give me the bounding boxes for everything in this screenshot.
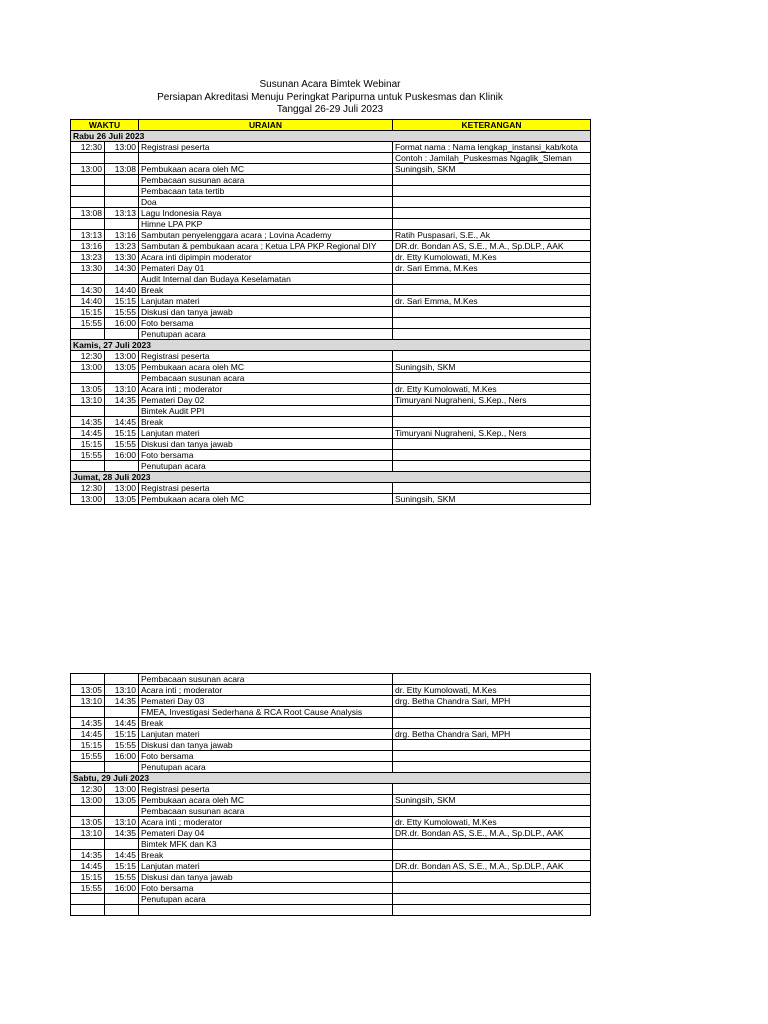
note-cell (393, 751, 591, 762)
end-time-cell: 13:16 (105, 230, 139, 241)
end-time-cell: 14:35 (105, 828, 139, 839)
end-time-cell: 13:05 (105, 494, 139, 505)
day-label: Kamis, 27 Juli 2023 (71, 340, 591, 351)
table-row (71, 729, 591, 740)
start-time-cell: 13:00 (71, 795, 105, 806)
table-row (71, 872, 591, 883)
agenda-item-cell: Acara inti ; moderator (139, 817, 393, 828)
agenda-item-cell: Foto bersama (139, 883, 393, 894)
note-cell: Contoh : Jamilah_Puskesmas Ngaglik_Sleman (393, 153, 591, 164)
start-time-cell (71, 329, 105, 340)
note-cell: Format nama : Nama lengkap_instansi_kab/kota (393, 142, 591, 153)
start-time-cell: 12:30 (71, 784, 105, 795)
note-cell: Timuryani Nugraheni, S.Kep., Ners (393, 395, 591, 406)
end-time-cell (105, 186, 139, 197)
end-time-cell (105, 461, 139, 472)
start-time-cell: 13:05 (71, 685, 105, 696)
agenda-item-cell: Break (139, 285, 393, 296)
table-row (71, 395, 591, 406)
end-time-cell (105, 674, 139, 685)
end-time-cell: 14:45 (105, 417, 139, 428)
start-time-cell (71, 674, 105, 685)
start-time-cell (71, 762, 105, 773)
agenda-item-cell: Pembukaan acara oleh MC (139, 795, 393, 806)
end-time-cell: 15:55 (105, 439, 139, 450)
end-time-cell: 16:00 (105, 450, 139, 461)
agenda-item-cell: Pemateri Day 04 (139, 828, 393, 839)
table-row (71, 828, 591, 839)
table-row (71, 850, 591, 861)
end-time-cell (105, 707, 139, 718)
end-time-cell: 14:45 (105, 850, 139, 861)
end-time-cell: 15:15 (105, 296, 139, 307)
agenda-item-cell: Break (139, 850, 393, 861)
agenda-item-cell: Penutupan acara (139, 461, 393, 472)
end-time-cell: 13:30 (105, 252, 139, 263)
start-time-cell (71, 406, 105, 417)
start-time-cell (71, 153, 105, 164)
note-cell (393, 883, 591, 894)
schedule-table-page-2 (70, 673, 591, 916)
agenda-item-cell: Penutupan acara (139, 894, 393, 905)
end-time-cell: 16:00 (105, 883, 139, 894)
start-time-cell: 13:13 (71, 230, 105, 241)
end-time-cell: 15:15 (105, 861, 139, 872)
agenda-item-cell: Diskusi dan tanya jawab (139, 740, 393, 751)
table-row (71, 153, 591, 164)
agenda-item-cell: Acara inti dipimpin moderator (139, 252, 393, 263)
end-time-cell: 15:55 (105, 740, 139, 751)
note-cell: Suningsih, SKM (393, 795, 591, 806)
note-cell (393, 329, 591, 340)
start-time-cell: 15:55 (71, 450, 105, 461)
end-time-cell (105, 219, 139, 230)
note-cell: DR.dr. Bondan AS, S.E., M.A., Sp.DLP., AAK (393, 828, 591, 839)
agenda-item-cell: Break (139, 718, 393, 729)
note-cell: dr. Sari Emma, M.Kes (393, 263, 591, 274)
table-row (71, 707, 591, 718)
end-time-cell: 14:35 (105, 696, 139, 707)
end-time-cell: 13:00 (105, 142, 139, 153)
schedule-body-1 (71, 131, 591, 505)
start-time-cell: 12:30 (71, 483, 105, 494)
table-row (71, 696, 591, 707)
agenda-item-cell: Foto bersama (139, 450, 393, 461)
note-cell (393, 850, 591, 861)
end-time-cell: 14:35 (105, 395, 139, 406)
agenda-item-cell: Himne LPA PKP (139, 219, 393, 230)
note-cell: drg. Betha Chandra Sari, MPH (393, 696, 591, 707)
start-time-cell: 15:15 (71, 307, 105, 318)
agenda-item-cell: Break (139, 417, 393, 428)
day-header-row (71, 773, 591, 784)
note-cell: drg. Betha Chandra Sari, MPH (393, 729, 591, 740)
start-time-cell: 13:10 (71, 696, 105, 707)
table-row (71, 351, 591, 362)
start-time-cell: 13:08 (71, 208, 105, 219)
agenda-item-cell: Registrasi peserta (139, 142, 393, 153)
note-cell: dr. Etty Kumolowati, M.Kes (393, 685, 591, 696)
day-label: Rabu 26 Juli 2023 (71, 131, 591, 142)
note-cell (393, 351, 591, 362)
note-cell: dr. Sari Emma, M.Kes (393, 296, 591, 307)
note-cell: Suningsih, SKM (393, 164, 591, 175)
end-time-cell (105, 175, 139, 186)
agenda-item-cell: Audit Internal dan Budaya Keselamatan (139, 274, 393, 285)
end-time-cell (105, 894, 139, 905)
agenda-item-cell: Registrasi peserta (139, 351, 393, 362)
table-header-row (71, 120, 591, 131)
note-cell (393, 740, 591, 751)
table-row (71, 373, 591, 384)
table-row (71, 274, 591, 285)
end-time-cell (105, 406, 139, 417)
schedule-table-page-1 (70, 119, 591, 505)
day-header-row (71, 131, 591, 142)
end-time-cell (105, 839, 139, 850)
note-cell (393, 318, 591, 329)
note-cell: dr. Etty Kumolowati, M.Kes (393, 384, 591, 395)
table-row (71, 894, 591, 905)
agenda-item-cell: Acara inti ; moderator (139, 384, 393, 395)
start-time-cell (71, 373, 105, 384)
table-row (71, 197, 591, 208)
title-line-3: Tanggal 26-29 Juli 2023 (276, 104, 384, 115)
table-row (71, 751, 591, 762)
table-row (71, 439, 591, 450)
table-row (71, 175, 591, 186)
table-row (71, 494, 591, 505)
agenda-item-cell: Pembukaan acara oleh MC (139, 164, 393, 175)
note-cell: Suningsih, SKM (393, 362, 591, 373)
document-title (70, 79, 590, 117)
start-time-cell (71, 806, 105, 817)
start-time-cell: 13:05 (71, 817, 105, 828)
end-time-cell: 13:10 (105, 384, 139, 395)
note-cell (393, 406, 591, 417)
agenda-item-cell: Sambutan penyelenggara acara ; Lovina Academy (139, 230, 393, 241)
table-row (71, 307, 591, 318)
start-time-cell: 13:00 (71, 362, 105, 373)
end-time-cell: 15:55 (105, 307, 139, 318)
end-time-cell: 13:05 (105, 795, 139, 806)
table-row (71, 219, 591, 230)
note-cell: Timuryani Nugraheni, S.Kep., Ners (393, 428, 591, 439)
table-row (71, 674, 591, 685)
agenda-item-cell: Acara inti ; moderator (139, 685, 393, 696)
note-cell (393, 806, 591, 817)
agenda-item-cell: Doa (139, 197, 393, 208)
end-time-cell: 14:40 (105, 285, 139, 296)
note-cell (393, 839, 591, 850)
agenda-item-cell: Registrasi peserta (139, 784, 393, 795)
note-cell: dr. Etty Kumolowati, M.Kes (393, 252, 591, 263)
table-row (71, 883, 591, 894)
start-time-cell: 14:45 (71, 729, 105, 740)
agenda-item-cell: Bimtek Audit PPI (139, 406, 393, 417)
agenda-item-cell: Lanjutan materi (139, 729, 393, 740)
table-row (71, 406, 591, 417)
table-row (71, 318, 591, 329)
note-cell (393, 450, 591, 461)
table-row (71, 718, 591, 729)
end-time-cell: 16:00 (105, 751, 139, 762)
note-cell (393, 285, 591, 296)
agenda-item-cell: FMEA, Investigasi Sederhana & RCA Root Cause Analysis (139, 707, 393, 718)
table-row (71, 241, 591, 252)
start-time-cell: 13:00 (71, 164, 105, 175)
start-time-cell: 15:15 (71, 872, 105, 883)
agenda-item-cell: Bimtek MFK dan K3 (139, 839, 393, 850)
agenda-item-cell: Pembacaan tata tertib (139, 186, 393, 197)
header-waktu: WAKTU (71, 120, 139, 131)
start-time-cell (71, 839, 105, 850)
note-cell (393, 208, 591, 219)
table-row (71, 450, 591, 461)
note-cell: dr. Etty Kumolowati, M.Kes (393, 817, 591, 828)
end-time-cell: 13:05 (105, 362, 139, 373)
note-cell (393, 674, 591, 685)
table-row (71, 784, 591, 795)
agenda-item-cell: Pembacaan susunan acara (139, 373, 393, 384)
start-time-cell (71, 197, 105, 208)
table-row (71, 208, 591, 219)
end-time-cell (105, 274, 139, 285)
start-time-cell: 15:55 (71, 318, 105, 329)
day-label: Sabtu, 29 Juli 2023 (71, 773, 591, 784)
agenda-item-cell: Diskusi dan tanya jawab (139, 439, 393, 450)
note-cell (393, 219, 591, 230)
note-cell (393, 762, 591, 773)
table-row (71, 839, 591, 850)
start-time-cell (71, 905, 105, 916)
agenda-item-cell: Registrasi peserta (139, 483, 393, 494)
end-time-cell: 15:55 (105, 872, 139, 883)
note-cell (393, 274, 591, 285)
end-time-cell: 13:23 (105, 241, 139, 252)
note-cell (393, 307, 591, 318)
end-time-cell: 13:00 (105, 784, 139, 795)
agenda-item-cell: Foto bersama (139, 318, 393, 329)
note-cell (393, 373, 591, 384)
note-cell: DR.dr. Bondan AS, S.E., M.A., Sp.DLP., AAK (393, 861, 591, 872)
start-time-cell: 14:35 (71, 850, 105, 861)
agenda-item-cell: Pembacaan susunan acara (139, 674, 393, 685)
start-time-cell (71, 219, 105, 230)
table-row (71, 762, 591, 773)
start-time-cell (71, 175, 105, 186)
title-line-2: Persiapan Akreditasi Menuju Peringkat Paripurna untuk Puskesmas dan Klinik (157, 91, 503, 103)
start-time-cell: 14:30 (71, 285, 105, 296)
end-time-cell: 13:10 (105, 685, 139, 696)
agenda-item-cell: Sambutan & pembukaan acara ; Ketua LPA PKP Regional DIY (139, 241, 393, 252)
table-row (71, 483, 591, 494)
table-row (71, 263, 591, 274)
start-time-cell: 14:35 (71, 718, 105, 729)
start-time-cell (71, 894, 105, 905)
table-row (71, 795, 591, 806)
header-uraian: URAIAN (139, 120, 393, 131)
agenda-item-cell: Lanjutan materi (139, 428, 393, 439)
start-time-cell (71, 461, 105, 472)
note-cell (393, 707, 591, 718)
start-time-cell: 14:45 (71, 861, 105, 872)
table-row (71, 740, 591, 751)
day-header-row (71, 340, 591, 351)
note-cell (393, 784, 591, 795)
note-cell (393, 461, 591, 472)
end-time-cell: 15:15 (105, 428, 139, 439)
start-time-cell: 15:15 (71, 439, 105, 450)
end-time-cell: 13:10 (105, 817, 139, 828)
table-row (71, 164, 591, 175)
agenda-item-cell: Penutupan acara (139, 762, 393, 773)
start-time-cell: 13:30 (71, 263, 105, 274)
table-row (71, 461, 591, 472)
agenda-item-cell: Pemateri Day 01 (139, 263, 393, 274)
start-time-cell (71, 186, 105, 197)
table-row (71, 329, 591, 340)
start-time-cell: 13:10 (71, 395, 105, 406)
table-row (71, 362, 591, 373)
note-cell (393, 718, 591, 729)
agenda-item-cell: Pemateri Day 03 (139, 696, 393, 707)
table-row (71, 142, 591, 153)
note-cell (393, 197, 591, 208)
end-time-cell: 13:13 (105, 208, 139, 219)
end-time-cell (105, 806, 139, 817)
table-row (71, 685, 591, 696)
start-time-cell: 14:35 (71, 417, 105, 428)
end-time-cell (105, 153, 139, 164)
end-time-cell (105, 197, 139, 208)
end-time-cell: 14:30 (105, 263, 139, 274)
agenda-item-cell: Pembacaan susunan acara (139, 806, 393, 817)
agenda-item-cell: Penutupan acara (139, 329, 393, 340)
start-time-cell: 14:40 (71, 296, 105, 307)
note-cell: DR.dr. Bondan AS, S.E., M.A., Sp.DLP., AAK (393, 241, 591, 252)
end-time-cell: 13:00 (105, 483, 139, 494)
agenda-item-cell: Pembukaan acara oleh MC (139, 362, 393, 373)
note-cell (393, 175, 591, 186)
table-row (71, 186, 591, 197)
end-time-cell (105, 905, 139, 916)
note-cell (393, 872, 591, 883)
end-time-cell: 14:45 (105, 718, 139, 729)
table-row (71, 817, 591, 828)
agenda-item-cell: Lagu Indonesia Raya (139, 208, 393, 219)
table-row (71, 252, 591, 263)
agenda-item-cell (139, 153, 393, 164)
agenda-item-cell (139, 905, 393, 916)
start-time-cell: 13:00 (71, 494, 105, 505)
header-keterangan: KETERANGAN (393, 120, 591, 131)
start-time-cell (71, 707, 105, 718)
table-row (71, 384, 591, 395)
start-time-cell: 13:23 (71, 252, 105, 263)
table-row (71, 285, 591, 296)
start-time-cell (71, 274, 105, 285)
start-time-cell: 15:55 (71, 751, 105, 762)
note-cell (393, 894, 591, 905)
end-time-cell (105, 373, 139, 384)
note-cell: Suningsih, SKM (393, 494, 591, 505)
note-cell: Ratih Puspasari, S.E., Ak (393, 230, 591, 241)
start-time-cell: 15:15 (71, 740, 105, 751)
start-time-cell: 13:10 (71, 828, 105, 839)
note-cell (393, 417, 591, 428)
title-line-1: Susunan Acara Bimtek Webinar (259, 79, 401, 90)
end-time-cell: 13:00 (105, 351, 139, 362)
agenda-item-cell: Pembacaan susunan acara (139, 175, 393, 186)
note-cell (393, 186, 591, 197)
start-time-cell: 12:30 (71, 142, 105, 153)
schedule-body-2 (71, 674, 591, 916)
table-row (71, 417, 591, 428)
start-time-cell: 15:55 (71, 883, 105, 894)
table-row (71, 905, 591, 916)
table-row (71, 296, 591, 307)
day-label: Jumat, 28 Juli 2023 (71, 472, 591, 483)
note-cell (393, 483, 591, 494)
end-time-cell: 13:08 (105, 164, 139, 175)
agenda-item-cell: Lanjutan materi (139, 861, 393, 872)
table-row (71, 861, 591, 872)
note-cell (393, 439, 591, 450)
start-time-cell: 13:05 (71, 384, 105, 395)
agenda-item-cell: Diskusi dan tanya jawab (139, 307, 393, 318)
agenda-item-cell: Pemateri Day 02 (139, 395, 393, 406)
agenda-item-cell: Foto bersama (139, 751, 393, 762)
agenda-item-cell: Diskusi dan tanya jawab (139, 872, 393, 883)
table-row (71, 428, 591, 439)
start-time-cell: 13:16 (71, 241, 105, 252)
day-header-row (71, 472, 591, 483)
agenda-item-cell: Pembukaan acara oleh MC (139, 494, 393, 505)
table-row (71, 230, 591, 241)
end-time-cell: 16:00 (105, 318, 139, 329)
note-cell (393, 905, 591, 916)
end-time-cell: 15:15 (105, 729, 139, 740)
end-time-cell (105, 329, 139, 340)
agenda-item-cell: Lanjutan materi (139, 296, 393, 307)
end-time-cell (105, 762, 139, 773)
start-time-cell: 12:30 (71, 351, 105, 362)
table-row (71, 806, 591, 817)
start-time-cell: 14:45 (71, 428, 105, 439)
